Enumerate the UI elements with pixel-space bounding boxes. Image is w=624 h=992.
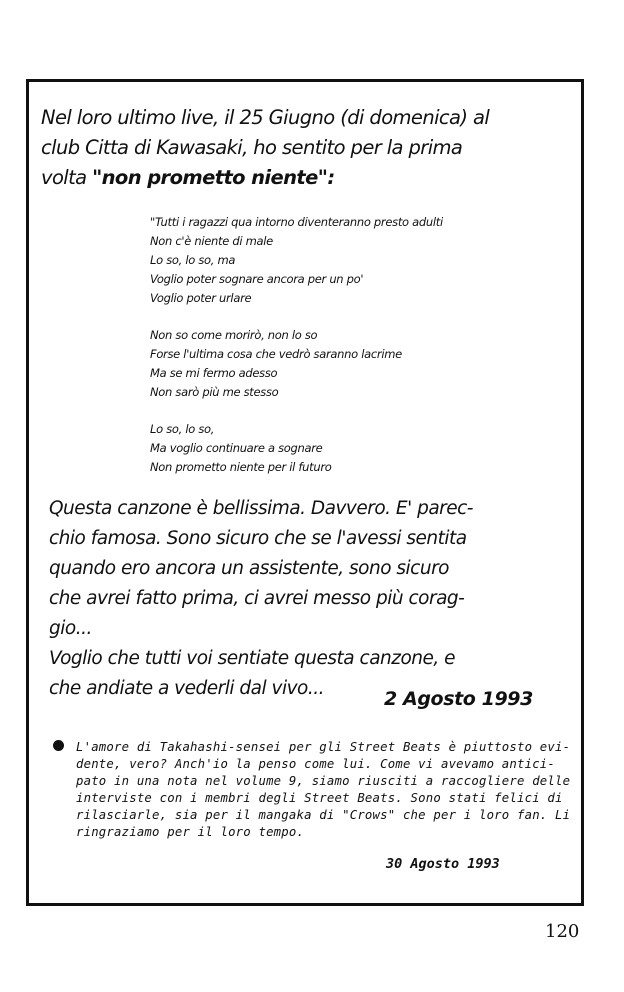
lyric-line: Lo so, lo so, ma <box>150 253 236 267</box>
intro-line-prefix: volta <box>41 166 93 189</box>
lyric-line: Non sarò più me stesso <box>150 385 279 399</box>
lyric-line: Lo so, lo so, <box>150 422 215 436</box>
comment-line: Voglio che tutti voi sentiate questa canzone, e <box>49 648 456 669</box>
lyric-line: Non prometto niente per il futuro <box>150 460 332 474</box>
lyric-line: "Tutti i ragazzi qua intorno diventeranno presto adulti <box>150 215 443 229</box>
lyric-line: Non so come morirò, non lo so <box>150 328 318 342</box>
comment-line: chio famosa. Sono sicuro che se l'avessi sentita <box>49 528 467 549</box>
note-line: ringraziamo per il loro tempo. <box>76 825 305 839</box>
lyrics-stanza <box>150 420 540 477</box>
page-number: 120 <box>545 921 580 942</box>
lyric-line: Forse l'ultima cosa che vedrò saranno lacrime <box>150 347 402 361</box>
lyric-line: Ma se mi fermo adesso <box>150 366 278 380</box>
intro-line: club Citta di Kawasaki, ho sentito per la prima <box>41 136 463 159</box>
comment-line: Questa canzone è bellissima. Davvero. E' parec- <box>49 498 473 519</box>
intro-paragraph <box>41 103 561 193</box>
lyric-line: Voglio poter urlare <box>150 291 252 305</box>
comment-date: 2 Agosto 1993 <box>384 688 533 710</box>
comment-line: gio... <box>49 618 92 639</box>
lyrics-stanza <box>150 213 540 308</box>
note-line: dente, vero? Anch'io la penso come lui. Come vi avevamo antici- <box>76 757 556 771</box>
lyric-line: Non c'è niente di male <box>150 234 273 248</box>
intro-line: Nel loro ultimo live, il 25 Giugno (di domenica) al <box>41 106 490 129</box>
comment-line: che andiate a vederli dal vivo... <box>49 678 324 699</box>
note-line: rilasciarle, sia per il mangaka di "Crows" che per i loro fan. Li <box>76 808 571 822</box>
intro-line <box>41 163 561 193</box>
note-date: 30 Agosto 1993 <box>386 856 500 872</box>
note-line: interviste con i membri degli Street Beats. Sono stati felici di <box>76 791 563 805</box>
lyric-line: Voglio poter sognare ancora per un po' <box>150 272 364 286</box>
lyrics-block <box>150 213 540 477</box>
comment-line: quando ero ancora un assistente, sono sicuro <box>49 558 449 579</box>
comment-line: che avrei fatto prima, ci avrei messo più corag- <box>49 588 465 609</box>
note-line: L'amore di Takahashi-sensei per gli Street Beats è piuttosto evi- <box>76 740 571 754</box>
translator-note <box>76 739 576 841</box>
lyric-line: Ma voglio continuare a sognare <box>150 441 323 455</box>
lyrics-stanza <box>150 326 540 402</box>
bullet-icon <box>53 740 64 751</box>
note-line: pato in una nota nel volume 9, siamo riusciti a raccogliere delle <box>76 774 571 788</box>
author-comment <box>49 494 559 704</box>
song-title: "non prometto niente": <box>92 166 335 189</box>
